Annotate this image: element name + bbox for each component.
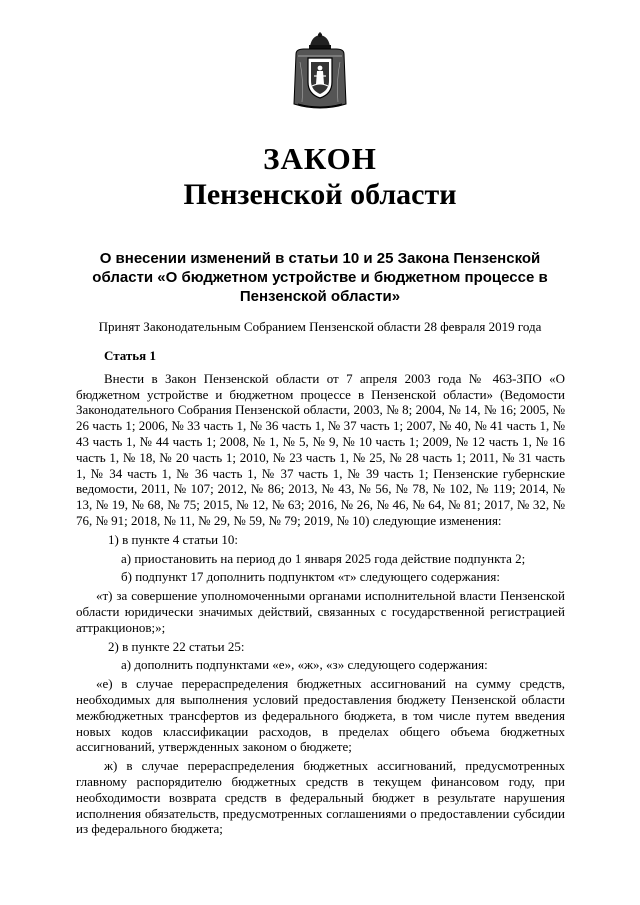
adoption-note: Принят Законодательным Собранием Пензенской области 28 февраля 2019 года <box>98 319 542 334</box>
coat-of-arms-icon <box>290 32 350 112</box>
item-1b-text: «т) за совершение уполномоченными органами исполнительной власти Пензенской области юридически значимых действий, связанных с государственной регистрацией аттракционов;»; <box>76 588 565 635</box>
item-1: 1) в пункте 4 статьи 10: <box>108 531 238 547</box>
item-2: 2) в пункте 22 статьи 25: <box>108 638 245 654</box>
law-subject: О внесении изменений в статьи 10 и 25 Закона Пензенской области «О бюджетном устройстве и бюджетном процессе в Пензенской области» <box>92 250 548 305</box>
article-heading: Статья 1 <box>104 348 156 363</box>
law-body <box>76 348 565 837</box>
law-region: Пензенской области <box>183 178 457 211</box>
item-1a: а) приостановить на период до 1 января 2025 года действие подпункта 2; <box>121 550 526 566</box>
law-title: ЗАКОН <box>263 141 377 176</box>
item-2a-zh: ж) в случае перераспределения бюджетных ассигнований, предусмотренных главному распорядителю бюджетных средств в текущем финансовом году, при необходимости возврата средств в федеральный бюджет в результате нарушения исполнения обязательств, предусмотренных соглашениями о предоставлении субсидии из федерального бюджета; <box>76 758 565 837</box>
item-2a-e: «е) в случае перераспределения бюджетных ассигнований на сумму средств, необходимых для выполнения условий предоставления бюджету Пензенской области межбюджетных трансфертов из федерального бюджета, в том числе путем введения новых кодов классификации расходов, в пределах общего объема бюджетных ассигнований, утвержденных законом о бюджете; <box>76 676 565 755</box>
item-2a: а) дополнить подпунктами «е», «ж», «з» следующего содержания: <box>121 657 488 673</box>
item-1b: б) подпункт 17 дополнить подпунктом «т» следующего содержания: <box>121 569 500 585</box>
article-intro: Внести в Закон Пензенской области от 7 апреля 2003 года № 463-ЗПО «О бюджетном устройстве и бюджетном процессе в Пензенской области» (Ведомости Законодательного Собрания Пензенской области, 2003, № 8; 2004, № 14, № 16; 2005, № 26 часть 1; 2006, № 33 часть 1, № 36 часть 1, № 37 часть 1; 2007, № 40, № 41 часть 1, № 43 часть 1, № 44 часть 1; 2008, № 1, № 5, № 9, № 10 часть 1; 2009, № 12 часть 1, № 16 часть 1, № 18, № 20 часть 1; 2010, № 23 часть 1, № 25, № 28 часть 1; 2011, № 31 часть 1, № 34 часть 1, № 36 часть 1, № 37 часть 1, № 39 часть 1; Пензенские губернские ведомости, 2011, № 107; 2012, № 86; 2013, № 43, № 56, № 78, № 102, № 119; 2014, № 13, № 19, № 68, № 75; 2015, № 12, № 63; 2016, № 26, № 46, № 64, № 81; 2017, № 32, № 76, № 91; 2018, № 11, № 29, № 59, № 79; 2019, № 10) следующие изменения: <box>76 370 565 528</box>
